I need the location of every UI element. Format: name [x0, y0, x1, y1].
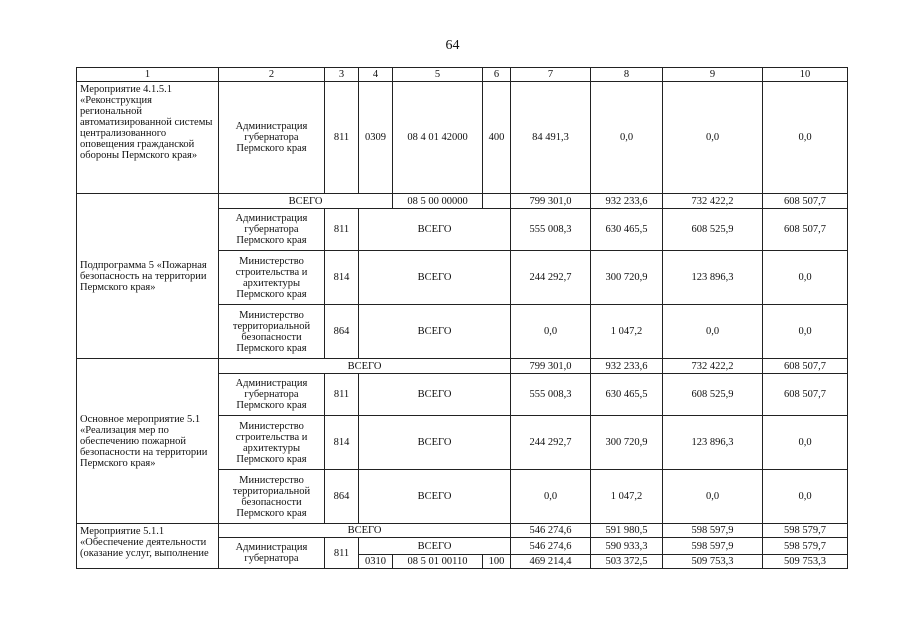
value-cell: 608 507,7: [763, 374, 848, 416]
target-code-cell: 08 4 01 42000: [393, 82, 483, 194]
header-cell: 7: [511, 68, 591, 82]
code-cell: 814: [325, 251, 359, 305]
value-cell: 0,0: [763, 251, 848, 305]
value-cell: 555 008,3: [511, 374, 591, 416]
budget-table: [76, 67, 848, 569]
header-cell: 4: [359, 68, 393, 82]
table-row: [77, 82, 848, 194]
agency-cell: Администрация губернатора Пермского края: [219, 374, 325, 416]
header-cell: 10: [763, 68, 848, 82]
total-label: ВСЕГО: [359, 416, 511, 470]
value-cell: 608 507,7: [763, 194, 848, 209]
value-cell: 630 465,5: [591, 209, 663, 251]
value-cell: 932 233,6: [591, 194, 663, 209]
agency-cell: Администрация губернатора Пермского края: [219, 82, 325, 194]
value-cell: 732 422,2: [663, 194, 763, 209]
value-cell: 300 720,9: [591, 251, 663, 305]
value-cell: 0,0: [511, 305, 591, 359]
value-cell: 590 933,3: [591, 538, 663, 555]
value-cell: 509 753,3: [663, 555, 763, 569]
section-cell: 0309: [359, 82, 393, 194]
total-label: ВСЕГО: [219, 359, 511, 374]
value-cell: 0,0: [763, 470, 848, 524]
value-cell: 503 372,5: [591, 555, 663, 569]
target-code-cell: 08 5 01 00110: [393, 555, 483, 569]
value-cell: 0,0: [663, 470, 763, 524]
header-cell: 1: [77, 68, 219, 82]
value-cell: 598 579,7: [763, 538, 848, 555]
value-cell: 123 896,3: [663, 251, 763, 305]
value-cell: 244 292,7: [511, 416, 591, 470]
measure-title-text: Мероприятие 5.1.1 «Обеспечение деятельности (оказание услуг, выполнение: [80, 526, 209, 559]
agency-cell: Администрация губернатора Пермского края: [219, 209, 325, 251]
value-cell: 598 597,9: [663, 524, 763, 538]
value-cell: 608 525,9: [663, 374, 763, 416]
header-row: [77, 68, 848, 82]
value-cell: 509 753,3: [763, 555, 848, 569]
value-cell: 630 465,5: [591, 374, 663, 416]
value-cell: 0,0: [763, 82, 848, 194]
header-cell: 8: [591, 68, 663, 82]
value-cell: 799 301,0: [511, 194, 591, 209]
total-label: ВСЕГО: [359, 305, 511, 359]
code-cell: 811: [325, 209, 359, 251]
subprogram-title: Подпрограмма 5 «Пожарная безопасность на территории Пермского края»: [77, 194, 219, 359]
total-label: ВСЕГО: [359, 470, 511, 524]
agency-cell: Администрация губернатора: [219, 538, 325, 569]
value-cell: 598 597,9: [663, 538, 763, 555]
section-cell: 0310: [359, 555, 393, 569]
value-cell: 591 980,5: [591, 524, 663, 538]
total-label: ВСЕГО: [219, 194, 393, 209]
total-label: ВСЕГО: [359, 538, 511, 555]
value-cell: 546 274,6: [511, 524, 591, 538]
value-cell: 608 507,7: [763, 209, 848, 251]
value-cell: 799 301,0: [511, 359, 591, 374]
value-cell: 1 047,2: [591, 305, 663, 359]
value-cell: 0,0: [663, 82, 763, 194]
value-cell: 555 008,3: [511, 209, 591, 251]
value-cell: 469 214,4: [511, 555, 591, 569]
value-cell: 0,0: [511, 470, 591, 524]
agency-cell: Министерство территориальной безопасности Пермского края: [219, 305, 325, 359]
value-cell: 0,0: [663, 305, 763, 359]
target-code-cell: 08 5 00 00000: [393, 194, 483, 209]
measure-title: Мероприятие 4.1.5.1 «Реконструкция региональной автоматизированной системы централизованного оповещения гражданской обороны Пермского края»: [77, 82, 219, 194]
value-cell: 608 525,9: [663, 209, 763, 251]
total-label: ВСЕГО: [219, 524, 511, 538]
header-cell: 9: [663, 68, 763, 82]
code-cell: 814: [325, 416, 359, 470]
expense-type-cell: 400: [483, 82, 511, 194]
empty-cell: [483, 194, 511, 209]
header-cell: 3: [325, 68, 359, 82]
total-label: ВСЕГО: [359, 251, 511, 305]
value-cell: 932 233,6: [591, 359, 663, 374]
measure-title: [77, 524, 219, 569]
value-cell: 84 491,3: [511, 82, 591, 194]
value-cell: 0,0: [763, 416, 848, 470]
code-cell: 811: [325, 538, 359, 569]
measure-title: Основное мероприятие 5.1 «Реализация мер по обеспечению пожарной безопасности на территории Пермского края»: [77, 359, 219, 524]
page-number: 64: [445, 38, 460, 53]
value-cell: 0,0: [591, 82, 663, 194]
value-cell: 608 507,7: [763, 359, 848, 374]
value-cell: 244 292,7: [511, 251, 591, 305]
table-row: [77, 194, 848, 209]
agency-cell: Министерство строительства и архитектуры Пермского края: [219, 251, 325, 305]
value-cell: 300 720,9: [591, 416, 663, 470]
code-cell: 864: [325, 470, 359, 524]
header-cell: 2: [219, 68, 325, 82]
agency-cell: Министерство территориальной безопасности Пермского края: [219, 470, 325, 524]
code-cell: 864: [325, 305, 359, 359]
agency-cell: Министерство строительства и архитектуры Пермского края: [219, 416, 325, 470]
header-cell: 6: [483, 68, 511, 82]
value-cell: 1 047,2: [591, 470, 663, 524]
value-cell: 0,0: [763, 305, 848, 359]
code-cell: 811: [325, 374, 359, 416]
table-row: [77, 359, 848, 374]
value-cell: 598 579,7: [763, 524, 848, 538]
value-cell: 546 274,6: [511, 538, 591, 555]
expense-type-cell: 100: [483, 555, 511, 569]
value-cell: 123 896,3: [663, 416, 763, 470]
code-cell: 811: [325, 82, 359, 194]
total-label: ВСЕГО: [359, 374, 511, 416]
header-cell: 5: [393, 68, 483, 82]
table-row: [77, 524, 848, 538]
total-label: ВСЕГО: [359, 209, 511, 251]
value-cell: 732 422,2: [663, 359, 763, 374]
